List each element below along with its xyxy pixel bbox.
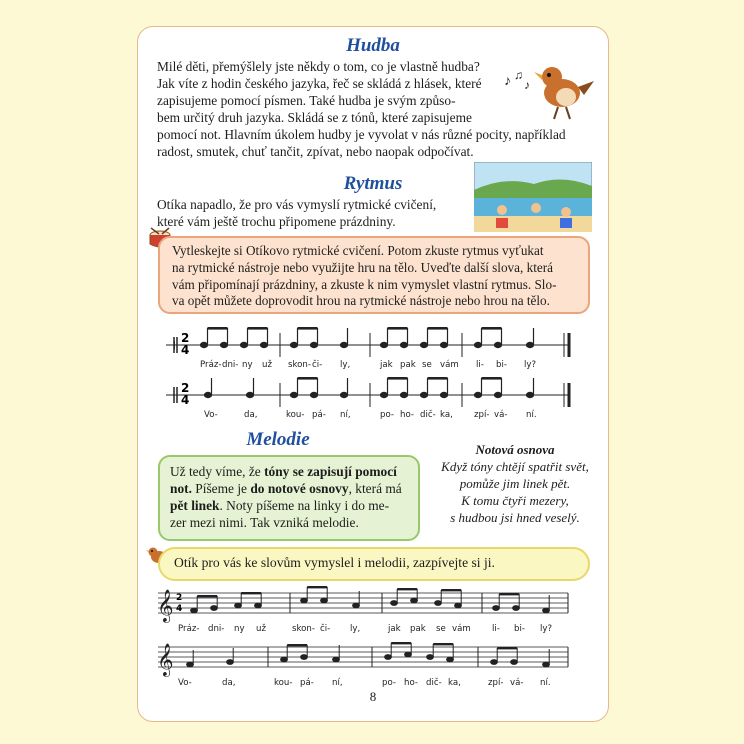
melody-box-text: Píšeme je bbox=[191, 481, 251, 496]
syllable: ní. bbox=[526, 410, 537, 420]
syllable: vá- bbox=[494, 410, 508, 420]
hudba-line-1: Milé děti, přemýšlely jste někdy o tom, co je vlastně hudba? bbox=[157, 59, 480, 74]
poem-notova-osnova bbox=[430, 441, 600, 526]
melody-time-top: 2 bbox=[176, 593, 183, 603]
beach-illustration bbox=[474, 162, 592, 232]
syllable: zpí- bbox=[488, 678, 504, 688]
rhythm-time-top: 2 bbox=[181, 331, 190, 345]
syllable: ní, bbox=[332, 678, 343, 688]
syllable: se bbox=[422, 360, 432, 370]
svg-text:𝄞: 𝄞 bbox=[157, 643, 174, 676]
melody-box-line-1 bbox=[170, 463, 418, 480]
syllable: se bbox=[436, 624, 446, 634]
syllable: ka, bbox=[440, 410, 453, 420]
syllable: ly? bbox=[524, 360, 537, 370]
syllable: skon- bbox=[292, 624, 315, 634]
syllable: ho- bbox=[404, 678, 418, 688]
syllable: Práz- bbox=[200, 360, 222, 370]
syllable: Vo- bbox=[178, 678, 192, 688]
rhythm-staff-1 bbox=[138, 321, 608, 371]
syllable: ny bbox=[234, 624, 245, 634]
heading-hudba: Hudba bbox=[346, 35, 400, 56]
syllable: ny bbox=[242, 360, 253, 370]
syllable: da, bbox=[244, 410, 258, 420]
poem-line-4: s hudbou jsi hned veselý. bbox=[450, 510, 580, 525]
syllable: pá- bbox=[300, 678, 314, 688]
singing-bird-illustration bbox=[500, 55, 598, 121]
rhythm-box-line-4: va opět můžete doprovodit hrou na rytmické nástroje nebo hrou na tělo. bbox=[172, 293, 550, 309]
hudba-line-4: bem určitý druh jazyka. Skládá se z tónů, které zapisujeme bbox=[157, 110, 472, 125]
syllable: dič- bbox=[420, 410, 436, 420]
poem-title: Notová osnova bbox=[475, 442, 555, 457]
syllable: ly, bbox=[340, 360, 351, 370]
syllable: už bbox=[262, 360, 272, 370]
melody-box-line-4: zer mezi nimi. Tak vzniká melodie. bbox=[170, 515, 359, 530]
melody-box-bold: tóny se zapisují pomocí bbox=[264, 464, 397, 479]
svg-text:♪: ♪ bbox=[504, 74, 511, 89]
heading-rytmus: Rytmus bbox=[343, 173, 403, 194]
syllable: bi- bbox=[496, 360, 507, 370]
syllable: kou- bbox=[286, 410, 305, 420]
rhythm2-time-bottom: 4 bbox=[181, 393, 190, 407]
syllable: dni- bbox=[208, 624, 225, 634]
page-number: 8 bbox=[369, 689, 377, 704]
rhythm-time-bottom: 4 bbox=[181, 343, 190, 357]
melody-box-bold: not. bbox=[170, 481, 192, 496]
syllable: ly, bbox=[350, 624, 361, 634]
hudba-line-3: zapisujeme pomocí písmen. Také hudba je svým způso- bbox=[157, 93, 456, 108]
melody-box-text: . Noty píšeme na linky i do me- bbox=[219, 498, 390, 513]
heading-melodie: Melodie bbox=[246, 429, 310, 450]
hudba-line-6: radost, smutek, chuť tančit, zpívat, nebo naopak odpočívat. bbox=[157, 144, 474, 159]
syllable: skon- bbox=[288, 360, 311, 370]
syllable: jak bbox=[380, 360, 393, 370]
melody-box-bold: do notové osnovy bbox=[250, 481, 349, 496]
melody-box-text: , která má bbox=[348, 481, 402, 496]
syllable: li- bbox=[492, 624, 500, 634]
hudba-line-5: pomocí not. Hlavním úkolem hudby je vyvolat v nás různé pocity, například bbox=[157, 127, 566, 142]
syllable: kou- bbox=[274, 678, 293, 688]
syllable: ka, bbox=[448, 678, 461, 688]
rhythm-box-line-3: vám připomínají prázdniny, a zkuste k nim vymyslet vlastní rytmus. Slo- bbox=[172, 276, 557, 292]
svg-text:♪: ♪ bbox=[524, 78, 530, 92]
melody-box-text: Už tedy víme, že bbox=[170, 464, 265, 479]
syllable: Práz- bbox=[178, 624, 200, 634]
melody-box-bold: pět linek bbox=[170, 498, 220, 513]
svg-text:♫: ♫ bbox=[514, 68, 523, 82]
poem-line-2: pomůže jim linek pět. bbox=[459, 476, 571, 491]
syllable: už bbox=[256, 624, 266, 634]
syllable: ní. bbox=[540, 678, 551, 688]
rhythm-box-line-2: na rytmické nástroje nebo využijte hru na tělo. Uveďte další slova, která bbox=[172, 259, 553, 275]
syllable: pá- bbox=[312, 410, 326, 420]
syllable: zpí- bbox=[474, 410, 490, 420]
melody-staff-1 bbox=[138, 583, 608, 641]
sing-instruction-box: Otík pro vás ke slovům vymyslel i melodii, zazpívejte si ji. bbox=[158, 547, 590, 581]
melody-box-line-3 bbox=[170, 497, 418, 514]
syllable: vá- bbox=[510, 678, 524, 688]
syllable: da, bbox=[222, 678, 236, 688]
syllable: pak bbox=[400, 360, 416, 370]
syllable: či- bbox=[312, 360, 323, 370]
syllable: dič- bbox=[426, 678, 442, 688]
syllable: ní, bbox=[340, 410, 351, 420]
melody-box-line-2 bbox=[170, 480, 418, 497]
syllable: dni- bbox=[222, 360, 239, 370]
rhythm-box-line-1: Vytleskejte si Otíkovo rytmické cvičení. Potom zkuste rytmus vyťukat bbox=[172, 243, 544, 258]
rytmus-line-2: které vám ještě trochu připomene prázdniny. bbox=[157, 214, 396, 229]
poem-line-1: Když tóny chtějí spatřit svět, bbox=[441, 459, 589, 474]
syllable: Vo- bbox=[204, 410, 218, 420]
melody-staff-2 bbox=[138, 637, 608, 695]
syllable: li- bbox=[476, 360, 484, 370]
syllable: po- bbox=[382, 678, 396, 688]
syllable: vám bbox=[440, 360, 459, 370]
syllable: pak bbox=[410, 624, 426, 634]
melody-info-box bbox=[158, 455, 420, 541]
syllable: ho- bbox=[400, 410, 414, 420]
rhythm-staff-2 bbox=[138, 371, 608, 421]
syllable: jak bbox=[388, 624, 401, 634]
svg-text:𝄞: 𝄞 bbox=[157, 589, 174, 622]
textbook-page bbox=[137, 26, 609, 722]
syllable: vám bbox=[452, 624, 471, 634]
melody-time-bottom: 4 bbox=[176, 604, 183, 614]
syllable: či- bbox=[320, 624, 331, 634]
syllable: po- bbox=[380, 410, 394, 420]
syllable: bi- bbox=[514, 624, 525, 634]
rhythm2-time-top: 2 bbox=[181, 381, 190, 395]
hudba-line-2: Jak víte z hodin českého jazyka, řeč se skládá z hlásek, které bbox=[157, 76, 482, 91]
syllable: ly? bbox=[540, 624, 553, 634]
poem-line-3: K tomu čtyři mezery, bbox=[461, 493, 569, 508]
rhythm-instructions-box bbox=[158, 236, 590, 314]
rytmus-line-1: Otíka napadlo, že pro vás vymyslí rytmické cvičení, bbox=[157, 197, 437, 212]
